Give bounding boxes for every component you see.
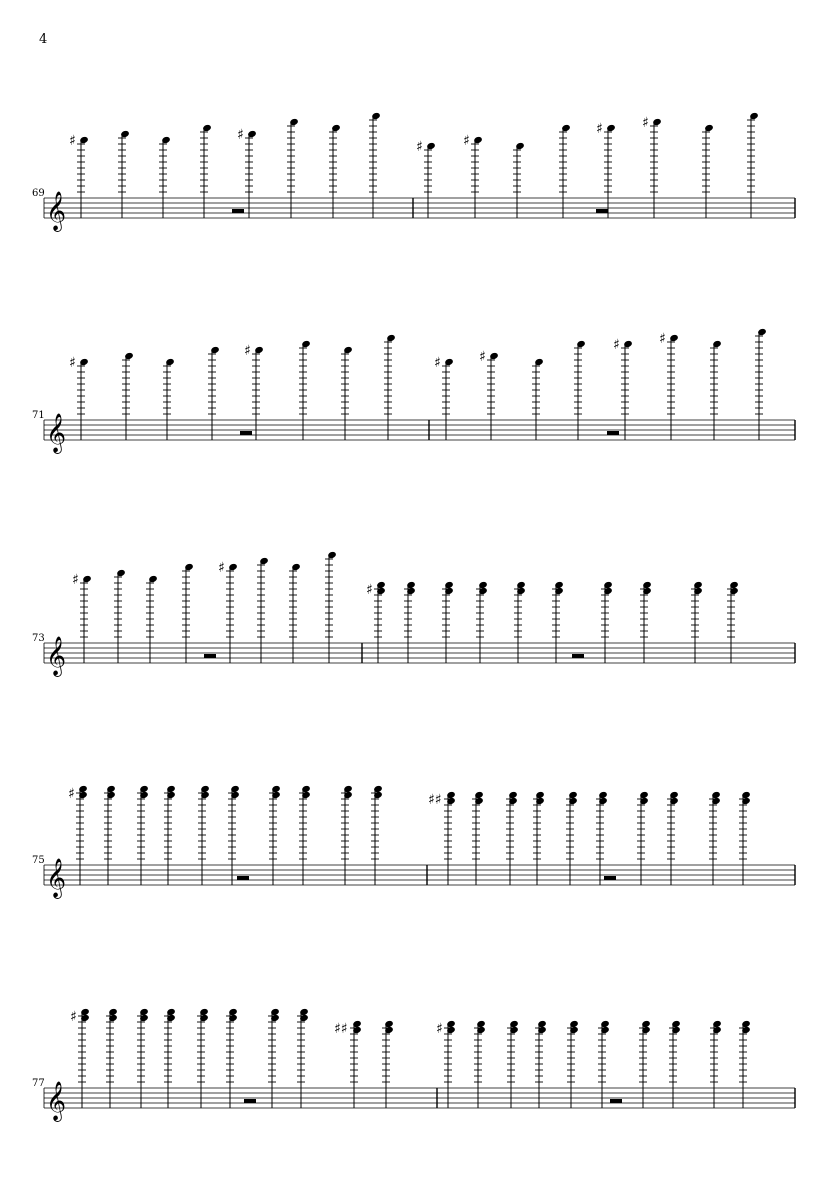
note xyxy=(479,349,499,440)
measure-number: 69 xyxy=(32,188,45,199)
chord xyxy=(727,581,739,663)
sharp-accidental: ♯ xyxy=(596,121,603,137)
chord xyxy=(382,1020,394,1108)
treble-clef: 𝄞 xyxy=(46,191,67,231)
page-number: 4 xyxy=(39,32,48,47)
measure-number: 73 xyxy=(32,633,45,644)
rest xyxy=(572,654,584,658)
sharp-accidental: ♯ xyxy=(68,786,75,802)
note xyxy=(218,560,238,663)
chord xyxy=(404,581,416,663)
note xyxy=(325,551,337,663)
staff-system xyxy=(32,551,795,677)
chord xyxy=(710,1020,722,1108)
sharp-accidental: ♯♯ xyxy=(428,792,442,808)
sharp-accidental: ♯ xyxy=(70,1009,77,1025)
note xyxy=(434,355,454,440)
chord xyxy=(507,1020,519,1108)
rest xyxy=(237,876,249,880)
chord xyxy=(598,1020,610,1108)
chord xyxy=(640,581,652,663)
sharp-accidental: ♯ xyxy=(436,1021,443,1037)
note xyxy=(122,352,134,440)
note xyxy=(163,358,175,440)
chord xyxy=(669,1020,681,1108)
rest xyxy=(607,431,619,435)
chord xyxy=(442,581,454,663)
sharp-accidental: ♯ xyxy=(69,133,76,149)
chord xyxy=(474,1020,486,1108)
chord xyxy=(334,1020,362,1108)
note xyxy=(513,142,525,218)
rest xyxy=(204,654,216,658)
sharp-accidental: ♯ xyxy=(366,582,373,598)
chord xyxy=(709,791,721,885)
chord xyxy=(739,1020,751,1108)
chord xyxy=(514,581,526,663)
treble-clef: 𝄞 xyxy=(46,1081,67,1121)
rest xyxy=(240,431,252,435)
sharp-accidental: ♯ xyxy=(659,331,666,347)
staff-system xyxy=(32,328,795,454)
note xyxy=(237,127,257,218)
chord xyxy=(601,581,613,663)
chord xyxy=(567,1020,579,1108)
treble-clef: 𝄞 xyxy=(46,413,67,453)
chord xyxy=(739,791,751,885)
sharp-accidental: ♯ xyxy=(434,355,441,371)
rest xyxy=(244,1099,256,1103)
note xyxy=(613,337,633,440)
chord xyxy=(476,581,488,663)
note xyxy=(146,575,158,663)
sharp-accidental: ♯ xyxy=(463,133,470,149)
chord xyxy=(639,1020,651,1108)
sharp-accidental: ♯♯ xyxy=(334,1021,348,1037)
chord xyxy=(566,791,578,885)
sharp-accidental: ♯ xyxy=(642,115,649,131)
note xyxy=(69,355,89,440)
chord xyxy=(472,791,484,885)
sharp-accidental: ♯ xyxy=(218,560,225,576)
staff-system xyxy=(32,1008,795,1122)
measure-number: 77 xyxy=(32,1078,45,1089)
chord xyxy=(667,791,679,885)
treble-clef: 𝄞 xyxy=(46,636,67,676)
chord xyxy=(691,581,703,663)
rest xyxy=(232,209,244,213)
chord xyxy=(596,791,608,885)
rest xyxy=(604,876,616,880)
note xyxy=(159,136,171,218)
chord xyxy=(552,581,564,663)
sharp-accidental: ♯ xyxy=(69,355,76,371)
sharp-accidental: ♯ xyxy=(72,572,79,588)
sharp-accidental: ♯ xyxy=(479,349,486,365)
treble-clef: 𝄞 xyxy=(46,858,67,898)
measure-number: 71 xyxy=(32,410,45,421)
note xyxy=(596,121,616,218)
note xyxy=(341,346,353,440)
chord xyxy=(533,791,545,885)
sharp-accidental: ♯ xyxy=(613,337,620,353)
note xyxy=(200,124,212,218)
staff-system xyxy=(32,785,795,899)
note xyxy=(72,572,92,663)
note xyxy=(114,569,126,663)
note xyxy=(208,346,220,440)
chord xyxy=(428,791,456,885)
note xyxy=(659,331,679,440)
chord xyxy=(506,791,518,885)
note xyxy=(257,557,269,663)
staff-system xyxy=(32,112,795,232)
chord xyxy=(436,1020,456,1108)
chord xyxy=(637,791,649,885)
measure-number: 75 xyxy=(32,855,45,866)
note xyxy=(329,124,341,218)
note xyxy=(69,133,89,218)
note xyxy=(118,130,130,218)
sharp-accidental: ♯ xyxy=(244,343,251,359)
rest xyxy=(596,209,608,213)
chord xyxy=(535,1020,547,1108)
note xyxy=(384,334,396,440)
note xyxy=(369,112,381,218)
note xyxy=(642,115,662,218)
note xyxy=(463,133,483,218)
note xyxy=(747,112,759,218)
rest xyxy=(610,1099,622,1103)
note xyxy=(244,343,264,440)
sharp-accidental: ♯ xyxy=(237,127,244,143)
sharp-accidental: ♯ xyxy=(416,139,423,155)
chord xyxy=(366,581,386,663)
note xyxy=(416,139,436,218)
note xyxy=(702,124,714,218)
note xyxy=(532,358,544,440)
note xyxy=(755,328,767,440)
note xyxy=(559,124,571,218)
